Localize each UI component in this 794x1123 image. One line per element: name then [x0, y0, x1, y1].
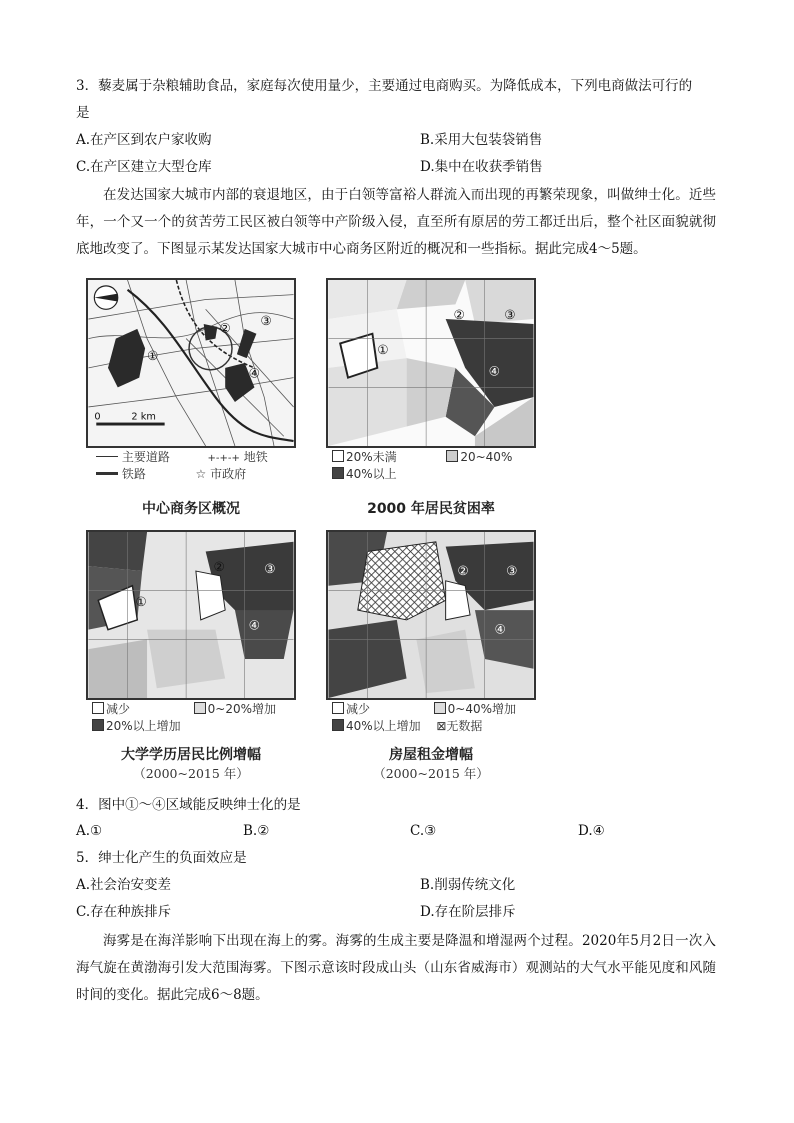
p4-area-label-4: ④	[494, 621, 506, 637]
star-icon: ☆	[195, 467, 207, 481]
scale-zero: 0	[94, 411, 101, 423]
p1-legend-row2	[96, 465, 246, 482]
no-data-icon: ⊠	[436, 719, 447, 733]
p2-legend-row2	[332, 465, 397, 482]
p2-area-label-4: ④	[488, 363, 500, 379]
figure-cbd-maps	[76, 268, 546, 788]
q4-option-b: B.②	[243, 823, 270, 839]
p2-area-label-2: ②	[453, 307, 465, 323]
legend-high-rent: 40%以上增加	[346, 719, 421, 733]
q5-stem: 5．绅士化产生的负面效应是	[76, 850, 247, 866]
map-college-share	[86, 530, 296, 700]
p2-area-label-1: ①	[377, 342, 389, 358]
p2-area-label-3: ③	[504, 307, 516, 323]
q3-option-a: A.在产区到农户家收购	[76, 132, 212, 148]
p1-area-label-2: ②	[219, 320, 231, 336]
q5-option-a: A.社会治安变差	[76, 877, 172, 893]
p3-legend-row1	[92, 700, 276, 717]
p3-area-label-4: ④	[248, 617, 260, 633]
map-rent-increase	[326, 530, 536, 700]
legend-rail: 铁路	[121, 467, 146, 481]
map-poverty-rate	[326, 278, 536, 448]
p4-area-label-3: ③	[506, 562, 518, 578]
legend-mid: 20~40%	[460, 450, 513, 464]
legend-high: 40%以上	[346, 467, 397, 481]
q4-option-c: C.③	[410, 823, 437, 839]
legend-road: 主要道路	[121, 450, 170, 464]
q4-option-d: D.④	[578, 823, 605, 839]
passage-gentrification: 在发达国家大城市内部的衰退地区，由于白领等富裕人群流入而出现的再繁荣现象，叫做绅士化。近些年，一个又一个的贫苦劳工民区被白领等中产阶级入侵，直至所有原居的劳工都迁出后，整个社区面貌就彻底地改变了。下图显示某发达国家大城市中心商务区附近的概况和一些指标。据此完成4～5题。	[76, 187, 716, 257]
p1-area-label-4: ④	[248, 365, 260, 381]
p3-legend-row2	[92, 717, 181, 734]
scale-km: 2 km	[131, 411, 156, 423]
legend-mid-edu: 0~20%增加	[207, 702, 277, 716]
compass-icon	[94, 286, 117, 309]
p1-area-label-3: ③	[260, 312, 272, 328]
p1-legend-row1	[96, 448, 268, 465]
q5-option-b: B.削弱传统文化	[420, 877, 516, 893]
q3-stem-line1: 3．藜麦属于杂粮辅助食品，家庭每次使用量少，主要通过电商购买。为降低成本，下列电商做法可行的	[76, 78, 693, 94]
p4-legend-row2	[332, 717, 482, 734]
p3-period: （2000~2015 年）	[133, 766, 249, 781]
p4-period: （2000~2015 年）	[373, 766, 489, 781]
p4-area-label-2: ②	[457, 562, 469, 578]
p4-caption: 房屋租金增幅	[389, 747, 473, 763]
p3-area-label-2: ②	[213, 559, 225, 575]
q3-option-d: D.集中在收获季销售	[420, 159, 543, 175]
p4-legend-row1	[332, 700, 516, 717]
legend-high-edu: 20%以上增加	[106, 719, 181, 733]
q3-option-b: B.采用大包装袋销售	[420, 132, 543, 148]
legend-decrease-rent: 减少	[346, 702, 371, 716]
legend-low: 20%未满	[346, 450, 397, 464]
legend-metro: 地铁	[243, 450, 268, 464]
legend-gov: 市政府	[210, 467, 247, 481]
p2-caption: 2000 年居民贫困率	[367, 501, 495, 517]
legend-mid-rent: 0~40%增加	[447, 702, 517, 716]
map-cbd-overview	[86, 278, 296, 448]
q3-stem-line2: 是	[76, 105, 90, 121]
legend-decrease-edu: 减少	[106, 702, 131, 716]
metro-icon: +-+-+	[207, 453, 240, 464]
p1-area-label-1: ①	[147, 348, 159, 364]
q4-stem: 4．图中①～④区域能反映绅士化的是	[76, 797, 301, 813]
p3-area-label-1: ①	[135, 594, 147, 610]
p1-caption: 中心商务区概况	[142, 501, 240, 517]
q4-option-a: A.①	[76, 823, 103, 839]
p2-legend-row1	[332, 448, 512, 465]
p3-caption: 大学学历居民比例增幅	[121, 747, 261, 763]
passage-sea-fog: 海雾是在海洋影响下出现在海上的雾。海雾的生成主要是降温和增湿两个过程。2020年5月2日一次入海气旋在黄渤海引发大范围海雾。下图示意该时段成山头（山东省威海市）观测站的大气水平能见度和风随时间的变化。据此完成6～8题。	[76, 933, 716, 1003]
q5-option-c: C.存在种族排斥	[76, 904, 172, 920]
legend-nodata: 无数据	[446, 719, 483, 733]
q5-option-d: D.存在阶层排斥	[420, 904, 516, 920]
p3-area-label-3: ③	[264, 561, 276, 577]
q3-option-c: C.在产区建立大型仓库	[76, 159, 212, 175]
